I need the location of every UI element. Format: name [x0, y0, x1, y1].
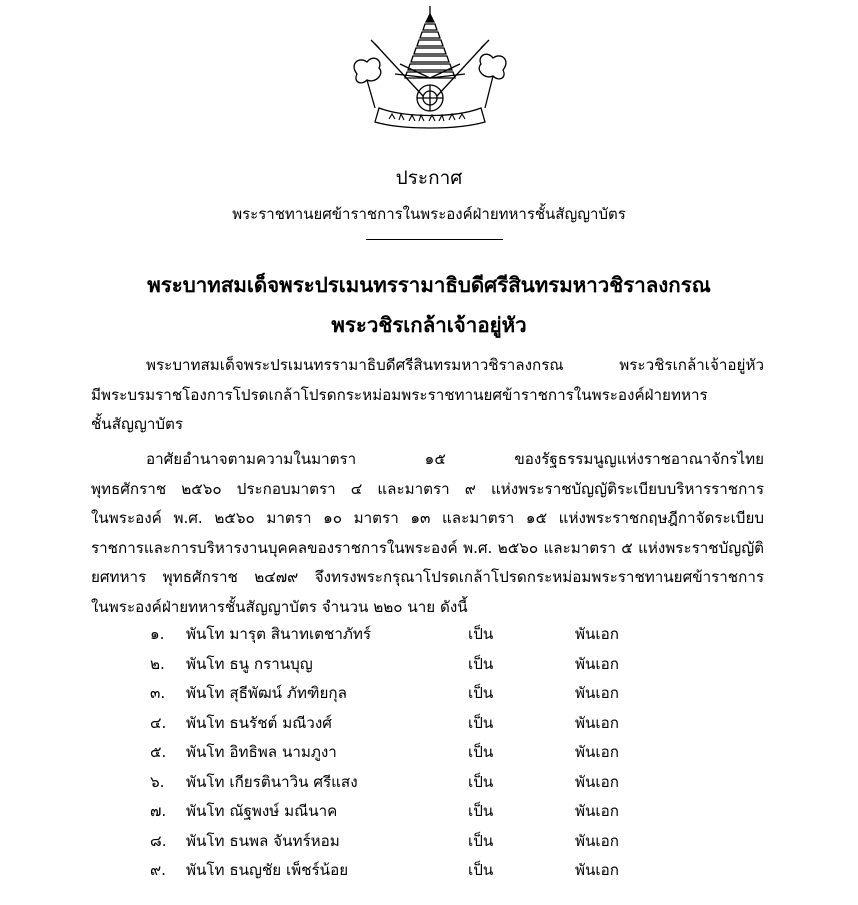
officer-name: พันโท อิทธิพล นามภูงา [186, 743, 337, 761]
officer-name: พันโท เกียรตินาวิน ศรีแสง [186, 772, 358, 791]
item-number: ๙. [150, 861, 166, 879]
title-divider [366, 239, 503, 240]
item-number: ๑. [150, 625, 165, 643]
document-subject: พระราชทานยศข้าราชการในพระองค์ฝ่ายทหารชั้นสัญญาบัตร [232, 205, 626, 223]
new-rank: พันเอก [575, 684, 619, 702]
paragraph-line: พระบาทสมเด็จพระปรเมนทรรามาธิบดีศรีสินทรมหาวชิราลงกรณ พระวชิรเกล้าเจ้าอยู่หัว [146, 356, 764, 374]
list-item [0, 768, 858, 798]
item-number: ๖. [150, 772, 165, 791]
paragraph-line: ในพระองค์ฝ่ายทหารชั้นสัญญาบัตร จำนวน ๒๒๐ นาย ดังนี้ [91, 597, 468, 616]
list-item [0, 650, 858, 680]
paragraph-line: พุทธศักราช ๒๕๖๐ ประกอบมาตรา ๔ และมาตรา ๙ แห่งพระราชบัญญัติระเบียบบริหารราชการ [91, 479, 764, 498]
list-item [0, 827, 858, 857]
officer-name: พันโท สุธีพัฒน์ ภัทฑิยกุล [186, 684, 347, 702]
officer-name: พันโท ธนรัชต์ มณีวงศ์ [186, 713, 332, 732]
officer-name: พันโท ธนู กรานบุญ [186, 654, 313, 673]
item-number: ๒. [150, 654, 165, 673]
new-rank: พันเอก [575, 831, 619, 850]
king-title-line-2: พระวชิรเกล้าเจ้าอยู่หัว [331, 313, 527, 337]
new-rank: พันเอก [575, 625, 619, 643]
paragraph-legal-basis [91, 445, 764, 622]
new-rank: พันเอก [575, 772, 619, 791]
paragraph-line: มีพระบรมราชโองการโปรดเกล้าโปรดกระหม่อมพระราชทานยศข้าราชการในพระองค์ฝ่ายทหาร [91, 385, 708, 404]
list-item [0, 738, 858, 768]
royal-emblem [345, 4, 515, 132]
item-number: ๗. [150, 802, 167, 820]
paragraph-line: ราชการและการบริหารงานบุคคลของราชการในพระองค์ พ.ศ. ๒๕๖๐ และมาตรา ๕ แห่งพระราชบัญญัติ [91, 538, 764, 557]
promotion-verb: เป็น [468, 654, 494, 673]
item-number: ๓. [150, 684, 166, 702]
king-title-line-1: พระบาทสมเด็จพระปรเมนทรรามาธิบดีศรีสินทรมหาวชิราลงกรณ [147, 273, 711, 297]
paragraph-line: ในพระองค์ พ.ศ. ๒๕๖๐ มาตรา ๑๐ มาตรา ๑๓ และมาตรา ๑๕ แห่งพระราชกฤษฎีกาจัดระเบียบ [91, 509, 764, 527]
promotion-verb: เป็น [468, 713, 494, 732]
paragraph-line: ชั้นสัญญาบัตร [91, 415, 184, 433]
list-item [0, 620, 858, 650]
promotion-verb: เป็น [468, 861, 494, 879]
item-number: ๔. [150, 713, 167, 732]
list-item [0, 709, 858, 739]
officer-name: พันโท ธนญชัย เพ็ชร์น้อย [186, 861, 349, 879]
promotion-verb: เป็น [468, 625, 494, 643]
officer-name: พันโท ณัฐพงษ์ มณีนาค [186, 802, 338, 820]
list-item [0, 856, 858, 886]
paragraph-line: ยศทหาร พุทธศักราช ๒๔๗๙ จึงทรงพระกรุณาโปรดเกล้าโปรดกระหม่อมพระราชทานยศข้าราชการ [91, 568, 764, 586]
officer-name: พันโท มารุต สินาทเตชาภัทร์ [186, 625, 372, 643]
promotion-list [0, 620, 858, 886]
new-rank: พันเอก [575, 861, 619, 879]
list-item [0, 797, 858, 827]
promotion-verb: เป็น [468, 772, 494, 791]
document-type-title: ประกาศ [395, 167, 463, 189]
promotion-verb: เป็น [468, 802, 494, 820]
new-rank: พันเอก [575, 802, 619, 820]
promotion-verb: เป็น [468, 684, 494, 702]
new-rank: พันเอก [575, 743, 619, 761]
paragraph-royal-command [91, 351, 764, 440]
officer-name: พันโท ธนพล จันทร์หอม [186, 831, 340, 850]
new-rank: พันเอก [575, 654, 619, 673]
new-rank: พันเอก [575, 713, 619, 732]
promotion-verb: เป็น [468, 743, 494, 761]
item-number: ๘. [150, 831, 167, 850]
item-number: ๕. [150, 743, 167, 761]
paragraph-line: อาศัยอำนาจตามความในมาตรา ๑๕ ของรัฐธรรมนูญแห่งราชอาณาจักรไทย [146, 450, 764, 468]
list-item [0, 679, 858, 709]
royal-emblem-graphic [345, 4, 515, 132]
promotion-verb: เป็น [468, 831, 494, 850]
